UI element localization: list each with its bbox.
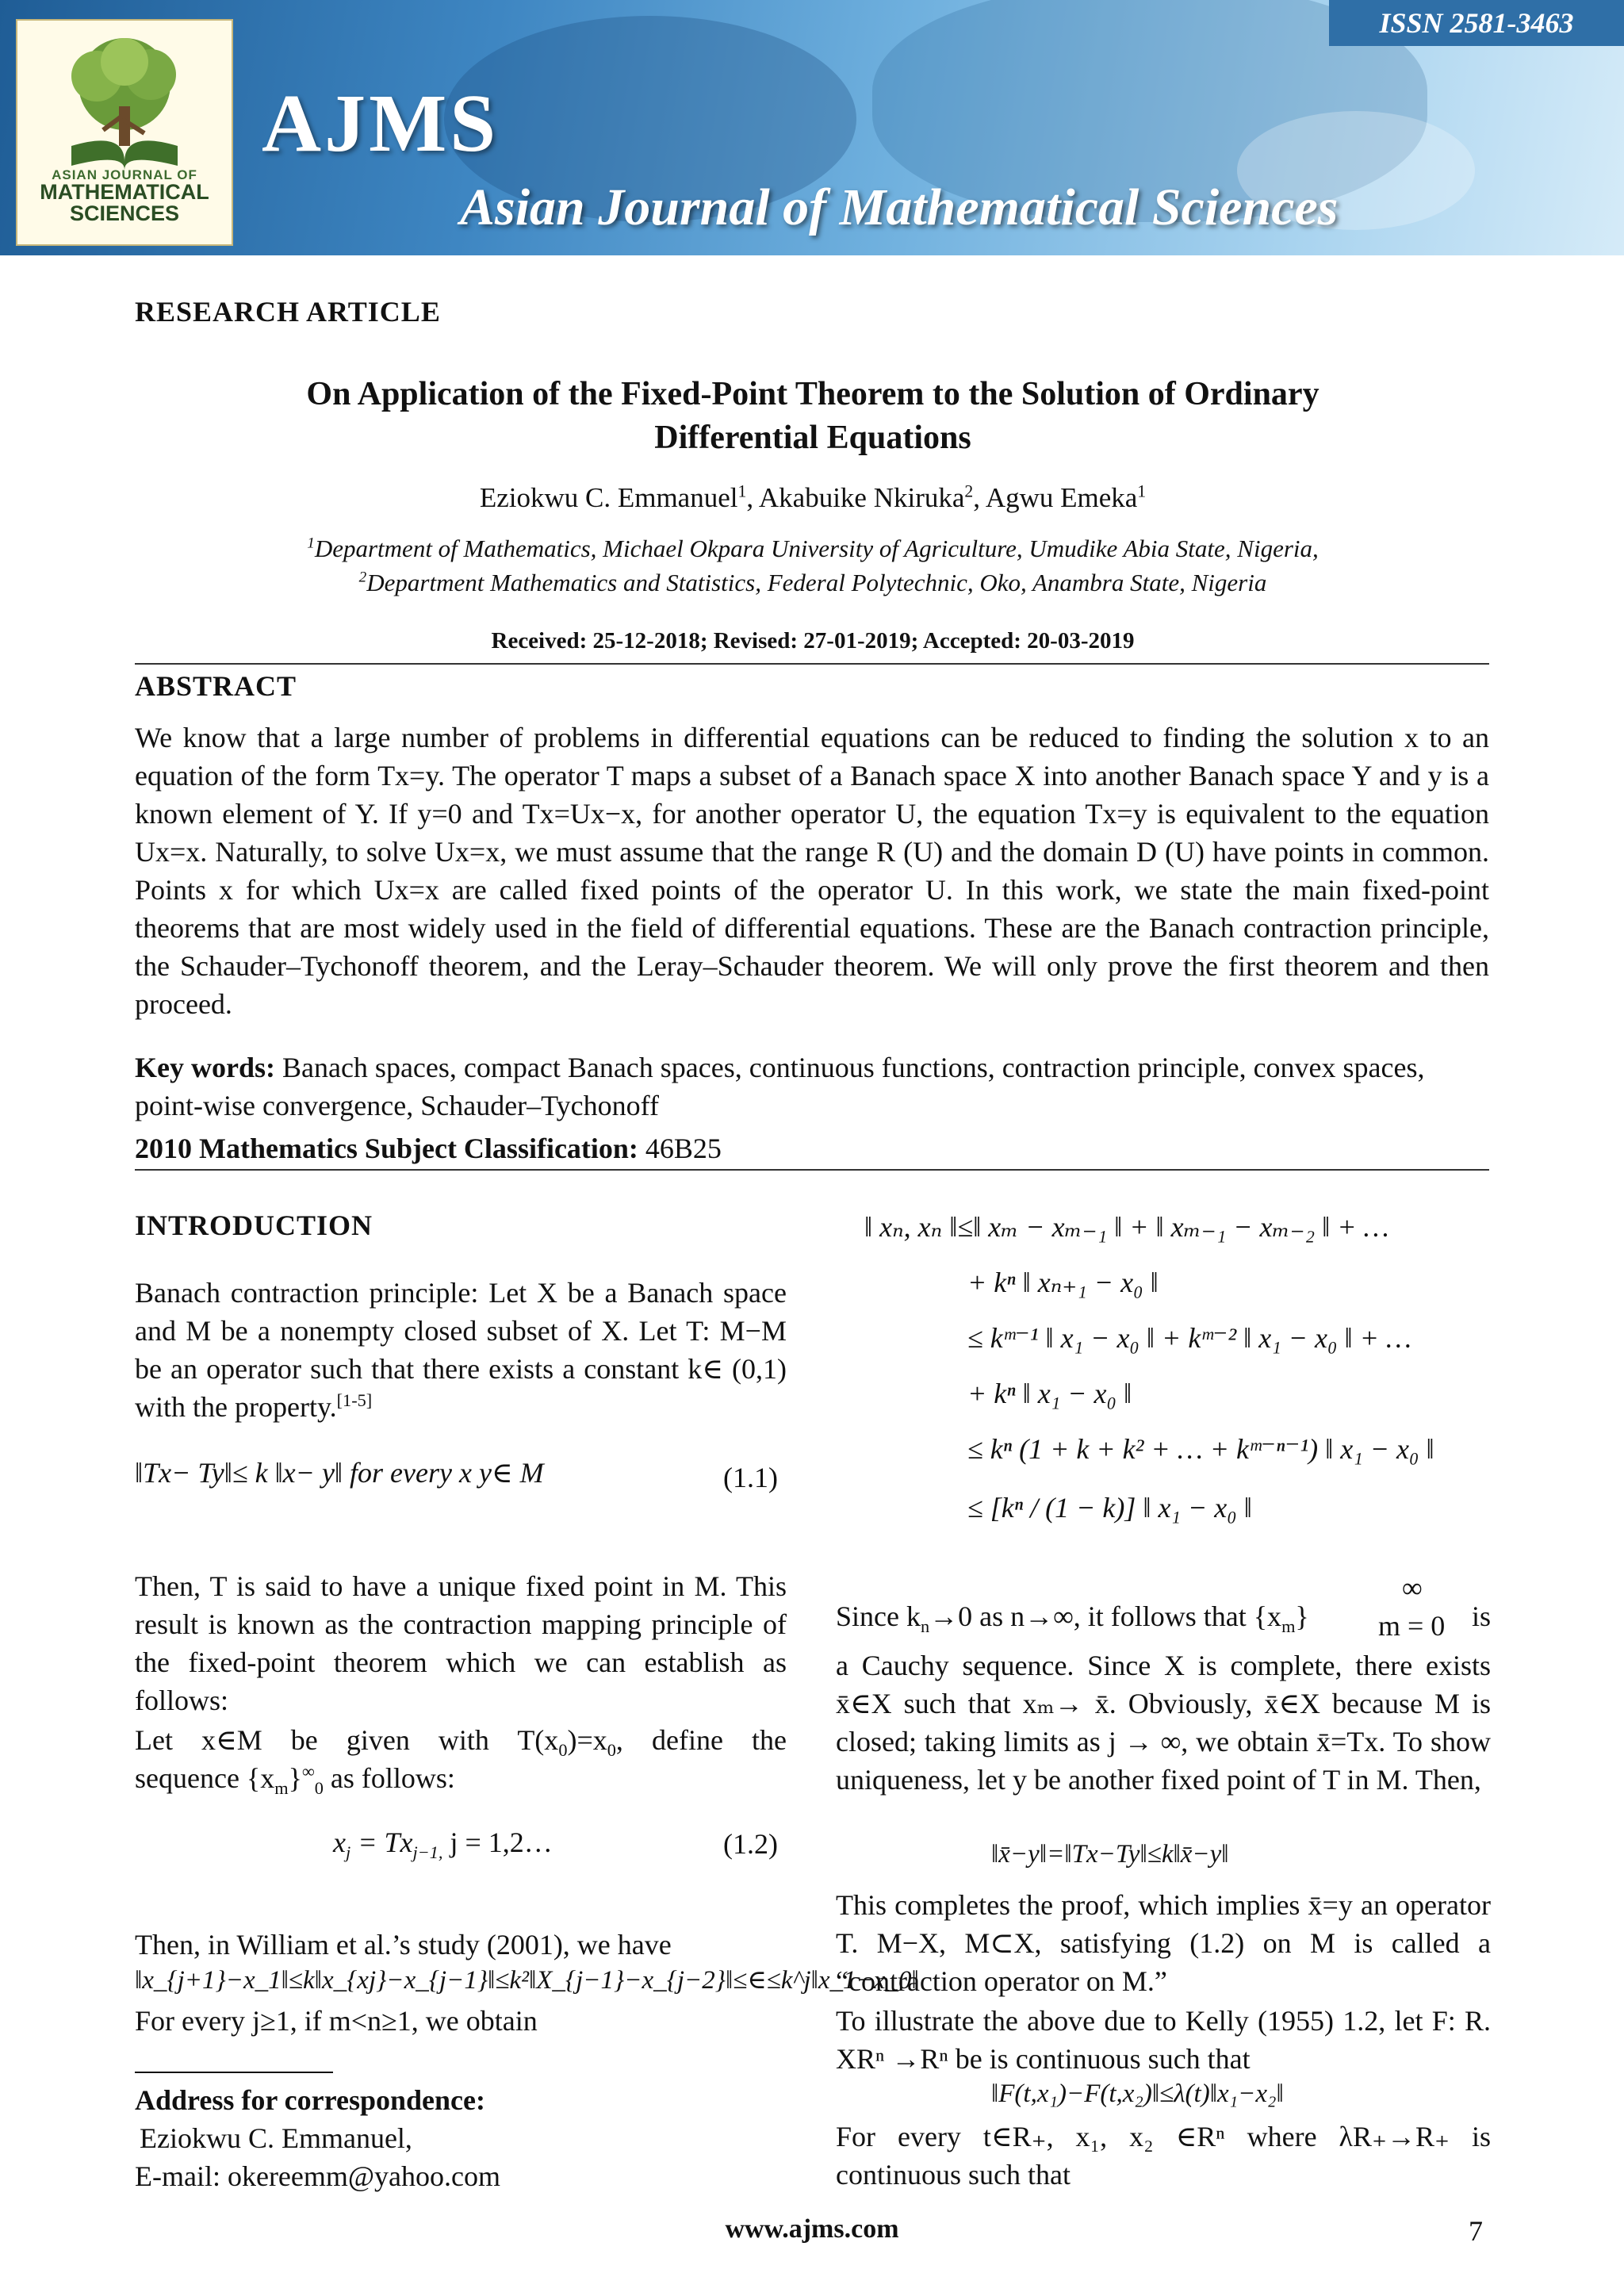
series-upper-limit: ∞ xyxy=(1402,1572,1423,1604)
author-list xyxy=(135,482,1491,514)
body-text: Since k xyxy=(836,1600,921,1632)
page-number: 7 xyxy=(1469,2215,1483,2247)
equation-number: (1.2) xyxy=(723,1828,778,1860)
intro-text: )=x xyxy=(567,1724,607,1756)
equation-line: ≤ kⁿ (1 + k + k² + … + kᵐ⁻ⁿ⁻¹) ‖ x₁ − x₀ ‖ xyxy=(967,1433,1434,1465)
lipschitz-equation: ‖F(t,x₁)−F(t,x₂)‖≤λ(t)‖x₁−x₂‖ xyxy=(991,2079,1284,2108)
affiliation: Department of Mathematics, Michael Okpara University of Agriculture, Umudike Abia State, Nigeria, xyxy=(314,535,1319,562)
equation-line: + kⁿ ‖ x₁ − x₀ ‖ xyxy=(967,1378,1132,1409)
author-name: , Agwu Emeka xyxy=(973,482,1138,513)
correspondence-email: E-mail: okereemm@yahoo.com xyxy=(135,2160,501,2192)
author-name: , Akabuike Nkiruka xyxy=(746,482,965,513)
subscript: m xyxy=(1281,1616,1296,1637)
eq-text: j = 1,2… xyxy=(442,1826,553,1858)
issn-badge: ISSN 2581-3463 xyxy=(1329,0,1624,46)
eq-text: = Tx xyxy=(350,1826,413,1858)
intro-text: sequence {x xyxy=(135,1762,275,1794)
subscript: j xyxy=(345,1842,351,1863)
abstract-heading: ABSTRACT xyxy=(135,670,297,702)
subscript: 0 xyxy=(607,1740,616,1761)
logo-line: SCIENCES xyxy=(69,201,180,225)
logo-line: ASIAN JOURNAL OF xyxy=(52,167,197,182)
since-line xyxy=(836,1572,1491,1642)
affiliation: Department Mathematics and Statistics, Federal Polytechnic, Oko, Anambra State, Nigeria xyxy=(366,569,1267,597)
intro-paragraph: For every j≥1, if m<n≥1, we obtain xyxy=(135,2005,538,2037)
abstract-text: We know that a large number of problems in differential equations can be reduced to finding the solution x to an equation of the form Tx=y. The operator T maps a subset of a Banach space X into another Banach space Y and y is a known element of Y. If y=0 and Tx=Ux−x, for another operator U, the equation Tx=y is equivalent to the equation Ux=x. Naturally, to solve Ux=x, we must assume that the range R (U) and the domain D (U) have points in common. Points x for which Ux=x are called fixed points of the operator U. In this work, we state the main fixed-point theorems that are most widely used in the field of differential equations. These are the Banach contraction principle, the Schauder–Tychonoff theorem, and the Leray–Schauder theorem. We will only prove the first theorem and then proceed. xyxy=(135,722,1489,1020)
intro-paragraph xyxy=(135,1274,787,1426)
affil-sup: 2 xyxy=(358,569,367,587)
keywords xyxy=(135,1048,1489,1125)
footnote-divider xyxy=(135,2072,333,2073)
intro-text: , define the xyxy=(615,1724,787,1756)
article-dates: Received: 25-12-2018; Revised: 27-01-2019; Accepted: 20-03-2019 xyxy=(491,628,1135,654)
intro-text: Banach contraction principle: Let X be a Banach space and M be a nonempty closed subset of X. Let T: M−M be an operator such that there exists a constant k∈ (0,1) with the property. xyxy=(135,1277,787,1423)
title-line: On Application of the Fixed-Point Theorem to the Solution of Ordinary xyxy=(306,376,1320,412)
equation-line: ‖ xₙ, xₙ ‖≤‖ xₘ − xₘ₋₁ ‖ + ‖ xₘ₋₁ − xₘ₋₂ ‖ + … xyxy=(864,1211,1389,1243)
divider xyxy=(135,1169,1489,1171)
equation-line: + kⁿ ‖ xₙ₊₁ − x₀ ‖ xyxy=(967,1267,1159,1298)
article-title xyxy=(135,373,1491,459)
msc-text: 46B25 xyxy=(638,1133,722,1164)
subscript: 0 xyxy=(558,1740,568,1761)
intro-text: Let x∈M be given with T(x xyxy=(135,1724,559,1756)
subscript: n xyxy=(920,1616,930,1637)
body-text: } xyxy=(1295,1600,1309,1632)
affil-sup: 1 xyxy=(307,535,315,552)
logo-line: MATHEMATICAL xyxy=(40,180,209,204)
footer-url: www.ajms.com xyxy=(725,2214,899,2244)
keywords-text: Banach spaces, compact Banach spaces, continuous functions, contraction principle, convex spaces, point-wise convergence, Schauder–Tychonoff xyxy=(135,1052,1425,1121)
msc-label: 2010 Mathematics Subject Classification: xyxy=(135,1133,638,1164)
author-affil-sup: 1 xyxy=(1137,481,1147,501)
divider xyxy=(135,663,1489,665)
intro-paragraph xyxy=(135,1721,787,1797)
journal-short-name: AJMS xyxy=(262,78,500,169)
msc-classification xyxy=(135,1129,1489,1167)
citation: [1-5] xyxy=(336,1390,373,1410)
body-paragraph: a Cauchy sequence. Since X is complete, there exists x̄∈X such that xₘ→ x̄. Obviously, x̄∈X because M is closed; taking limits as j → ∞, we obtain x̄=Tx. To show uniqueness, let y be another fixed point of T in M. Then, xyxy=(836,1650,1491,1796)
equation-1-2 xyxy=(333,1826,553,1863)
title-line: Differential Equations xyxy=(654,419,971,456)
keywords-label: Key words: xyxy=(135,1052,275,1083)
correspondence xyxy=(135,2081,787,2195)
eq-text: x xyxy=(333,1826,346,1858)
body-text: →0 as n→∞, it follows that {x xyxy=(929,1600,1282,1632)
equation-1-1: ‖Tx− Ty‖≤ k ‖x− y‖ for every x y∈ M xyxy=(135,1457,544,1489)
subscript: m xyxy=(274,1778,289,1799)
equation-line: ≤ [kⁿ / (1 − k)] ‖ x₁ − x₀ ‖ xyxy=(967,1492,1252,1524)
correspondence-name: Eziokwu C. Emmanuel, xyxy=(140,2122,412,2154)
subscript: j−1, xyxy=(412,1842,443,1863)
author-name: Eziokwu C. Emmanuel xyxy=(479,482,738,513)
intro-text: as follows: xyxy=(323,1762,455,1794)
correspondence-label: Address for correspondence: xyxy=(135,2084,485,2116)
body-text: is xyxy=(1471,1600,1491,1632)
intro-text: } xyxy=(288,1762,302,1794)
article-type: RESEARCH ARTICLE xyxy=(135,296,441,328)
author-affil-sup: 1 xyxy=(737,481,747,501)
inequality-chain: ‖x_{j+1}−x_1‖≤k‖x_{xj}−x_{j−1}‖≤k²‖X_{j−1}−x_{j−2}‖≤∈≤k^j‖x_1−x_0‖ xyxy=(135,1966,919,1995)
intro-paragraph: Then, in William et al.’s study (2001), we have xyxy=(135,1929,672,1961)
equation-number: (1.1) xyxy=(723,1462,778,1493)
introduction-heading: INTRODUCTION xyxy=(135,1209,373,1241)
tree-book-icon xyxy=(56,35,193,170)
series-lower-limit: m = 0 xyxy=(1378,1610,1446,1642)
author-affil-sup: 2 xyxy=(964,481,974,501)
superscript: ∞ xyxy=(301,1761,315,1781)
body-paragraph: This completes the proof, which implies x̄=y an operator T. M−X, M⊂X, satisfying (1.2) on M is called a “contraction operator on M.” xyxy=(836,1889,1491,1997)
affiliations xyxy=(135,531,1491,600)
equation-line: ≤ kᵐ⁻¹ ‖ x₁ − x₀ ‖ + kᵐ⁻² ‖ x₁ − x₀ ‖ + … xyxy=(967,1322,1411,1354)
body-paragraph: To illustrate the above due to Kelly (1955) 1.2, let F: R. XRⁿ →Rⁿ be is continuous such that xyxy=(836,2005,1491,2075)
journal-banner xyxy=(0,0,1624,255)
uniqueness-equation: ‖x̄−y‖=‖Tx−Ty‖≤k‖x̄−y‖ xyxy=(991,1840,1229,1869)
journal-full-name: Asian Journal of Mathematical Sciences xyxy=(460,178,1339,236)
body-paragraph: For every t∈R₊, x₁, x₂ ∈Rⁿ where λR₊→R₊ is continuous such that xyxy=(836,2121,1491,2191)
subscript: 0 xyxy=(314,1778,324,1799)
intro-paragraph: Then, T is said to have a unique fixed point in M. This result is known as the contraction mapping principle of the fixed-point theorem which we can establish as follows: xyxy=(135,1570,787,1716)
journal-logo xyxy=(16,19,233,246)
